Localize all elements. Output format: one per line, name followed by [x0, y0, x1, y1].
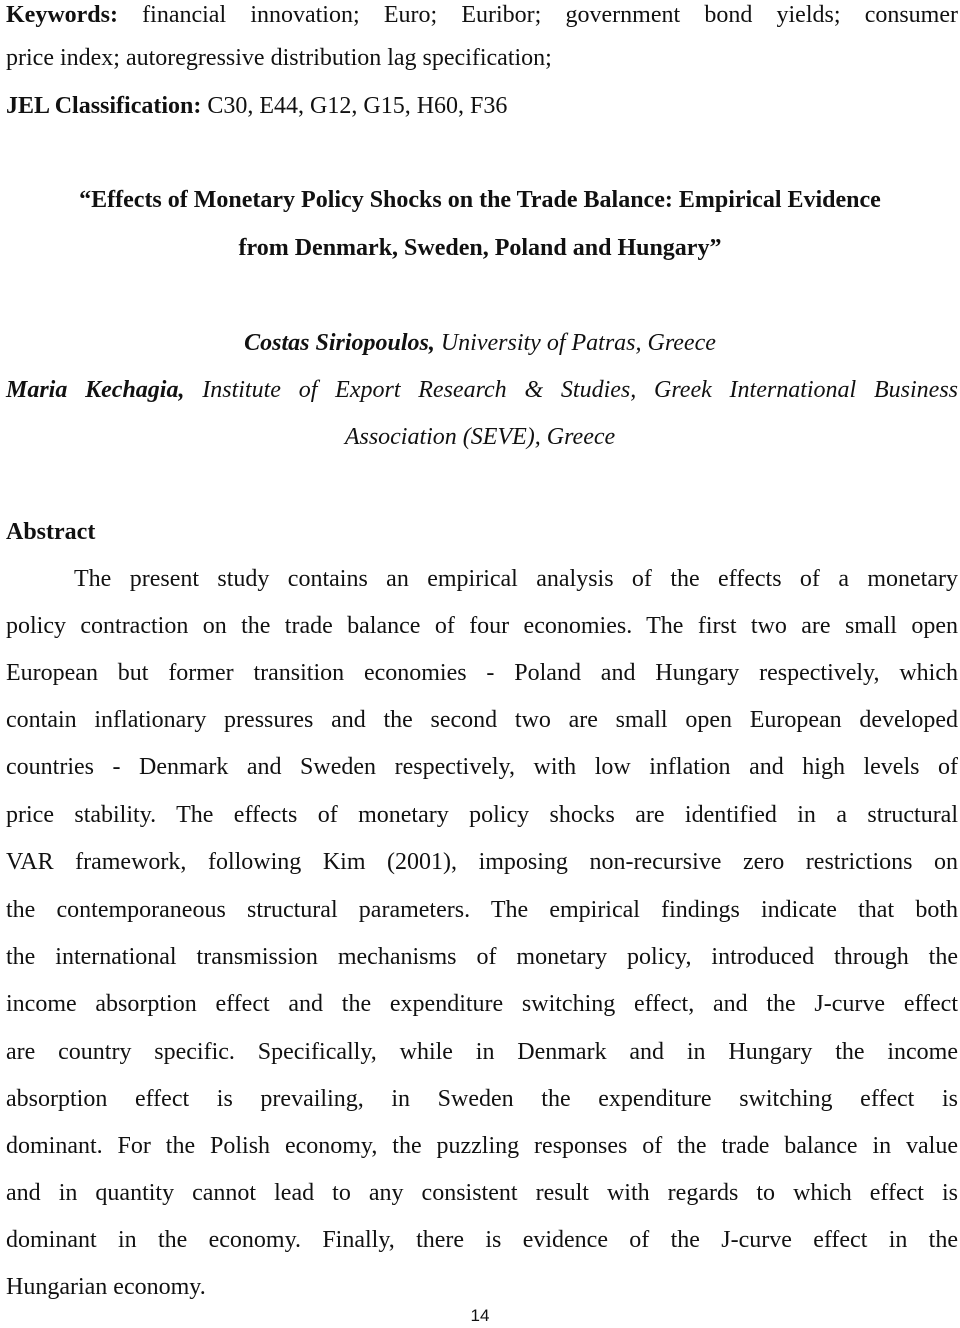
jel-codes: C30, E44, G12, G15, H60, F36 [207, 93, 508, 119]
keywords-line-2: price index; autoregressive distribution lag specification; [6, 45, 552, 71]
keywords-text-1: financial innovation; Euro; Euribor; government bond yields; consumer [142, 2, 958, 28]
jel-classification [6, 91, 958, 121]
author-1-name: Costas Siriopoulos, [244, 330, 435, 356]
jel-label: JEL Classification: [6, 93, 202, 119]
abstract-heading: Abstract [6, 519, 96, 545]
page-number: 14 [470, 1306, 490, 1325]
paper-title-line-2: from Denmark, Sweden, Poland and Hungary” [238, 235, 722, 261]
abstract-line: price stability. The effects of monetary policy shocks are identified in a structural [6, 802, 958, 828]
abstract-line: and in quantity cannot lead to any consistent result with regards to which effect is [6, 1180, 958, 1206]
author-2-name: Maria Kechagia, [6, 377, 185, 403]
abstract-line: income absorption effect and the expenditure switching effect, and the J-curve effect [6, 991, 958, 1017]
author-1 [0, 328, 960, 358]
author-1-affiliation: University of Patras, Greece [440, 330, 716, 356]
keywords-label: Keywords: [6, 2, 118, 28]
keywords-line-1 [6, 0, 958, 30]
abstract-line: dominant. For the Polish economy, the puzzling responses of the trade balance in value [6, 1133, 958, 1159]
abstract-line: are country specific. Specifically, while in Denmark and in Hungary the income [6, 1039, 958, 1065]
paper-title-line-1: “Effects of Monetary Policy Shocks on the Trade Balance: Empirical Evidence [79, 187, 881, 213]
abstract-line: countries - Denmark and Sweden respectively, with low inflation and high levels of [6, 754, 958, 780]
abstract-line: VAR framework, following Kim (2001), imposing non-recursive zero restrictions on [6, 849, 958, 875]
abstract-line: policy contraction on the trade balance of four economies. The first two are small open [6, 613, 958, 639]
abstract-line: contain inflationary pressures and the second two are small open European developed [6, 707, 958, 733]
abstract-line: absorption effect is prevailing, in Sweden the expenditure switching effect is [6, 1086, 958, 1112]
author-2-affiliation-line-2: Association (SEVE), Greece [344, 424, 616, 450]
author-2 [6, 375, 958, 405]
author-2-affiliation-line-1: Institute of Export Research & Studies, Greek International Business [202, 377, 958, 403]
abstract-line: the contemporaneous structural parameters. The empirical findings indicate that both [6, 897, 958, 923]
abstract-line: Hungarian economy. [6, 1274, 206, 1300]
abstract-line: the international transmission mechanisms of monetary policy, introduced through the [6, 944, 958, 970]
abstract-line: The present study contains an empirical analysis of the effects of a monetary [74, 566, 958, 592]
abstract-line: dominant in the economy. Finally, there is evidence of the J-curve effect in the [6, 1227, 958, 1253]
abstract-line: European but former transition economies - Poland and Hungary respectively, which [6, 660, 958, 686]
